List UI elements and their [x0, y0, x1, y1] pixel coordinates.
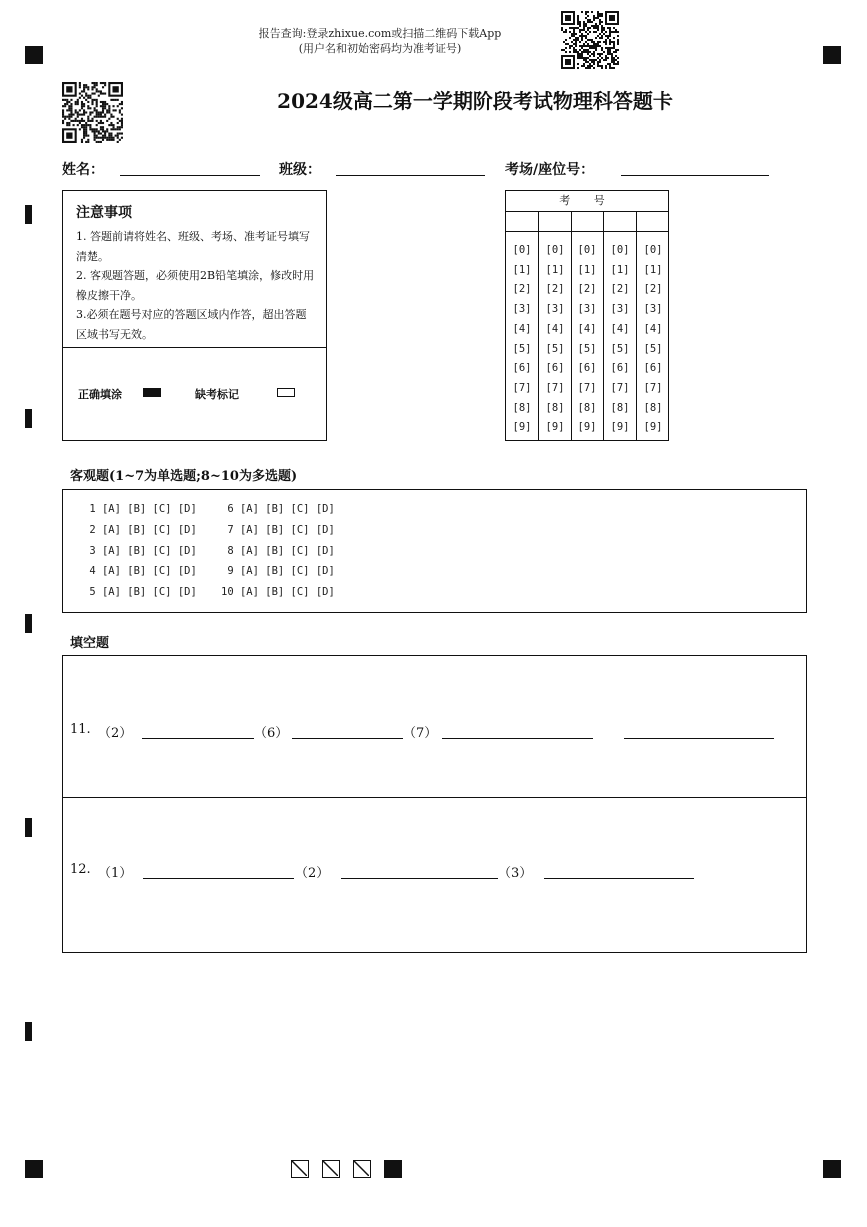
absent-mark-box[interactable] — [277, 388, 295, 397]
exam-digit-bubble[interactable]: [9] — [643, 421, 663, 434]
name-field[interactable] — [120, 175, 260, 176]
registration-square — [322, 1160, 340, 1178]
objective-question-5[interactable] — [83, 586, 197, 598]
question-divider — [63, 797, 806, 798]
class-field[interactable] — [336, 175, 485, 176]
notice-item: 1. 答题前请将姓名、班级、考场、准考证号填写清楚。 — [76, 230, 310, 263]
exam-digit-bubble[interactable]: [7] — [545, 381, 565, 394]
exam-number-write-row[interactable] — [506, 211, 668, 232]
exam-digit-bubble[interactable]: [3] — [512, 303, 532, 316]
exam-digit-column[interactable] — [604, 241, 636, 438]
corner-marker-bottom-left — [25, 1160, 43, 1178]
notice-item: 2. 客观题答题，必须使用2B铅笔填涂，修改时用橡皮擦干净。 — [76, 269, 315, 302]
registration-square — [291, 1160, 309, 1178]
objective-question-3[interactable] — [83, 545, 197, 557]
q12-part-label: （3） — [498, 866, 533, 881]
note-line-1: 报告查询:登录zhixue.com或扫描二维码下载App — [258, 27, 502, 40]
notice-items — [76, 227, 316, 344]
exam-digit-column[interactable] — [539, 241, 571, 438]
exam-digit-bubble[interactable]: [9] — [545, 421, 565, 434]
exam-digit-bubble[interactable]: [6] — [512, 362, 532, 375]
exam-digit-bubble[interactable]: [3] — [643, 303, 663, 316]
exam-number-grid — [505, 190, 669, 441]
page-title: 2024级高二第一学期阶段考试物理科答题卡 — [277, 89, 673, 113]
answer-options[interactable]: [A] [B] [C] [D] — [239, 503, 335, 515]
objective-question-4[interactable] — [83, 565, 197, 577]
question-number: 7 — [221, 523, 240, 536]
exam-digit-bubble[interactable]: [1] — [610, 263, 630, 276]
exam-digit-bubble[interactable]: [7] — [577, 381, 597, 394]
q11-answer-line[interactable] — [142, 738, 254, 739]
exam-digit-column[interactable] — [506, 241, 538, 438]
exam-digit-bubble[interactable]: [9] — [577, 421, 597, 434]
answer-options[interactable]: [A] [B] [C] [D] — [101, 586, 197, 599]
exam-digit-bubble[interactable]: [8] — [577, 401, 597, 414]
exam-digit-bubble[interactable]: [0] — [545, 244, 565, 256]
correct-fill-sample — [143, 388, 161, 397]
timing-mark — [25, 818, 32, 837]
absent-mark-label: 缺考标记 — [195, 388, 239, 401]
exam-digit-bubble[interactable]: [5] — [610, 342, 630, 355]
answer-options[interactable]: [A] [B] [C] [D] — [239, 565, 335, 578]
exam-digit-bubble[interactable]: [5] — [643, 342, 663, 355]
answer-options[interactable]: [A] [B] [C] [D] — [101, 544, 197, 557]
exam-digit-bubble[interactable]: [2] — [610, 283, 630, 296]
question-number: 3 — [83, 544, 102, 557]
exam-digit-column[interactable] — [637, 241, 669, 438]
exam-digit-bubble[interactable]: [4] — [512, 322, 532, 335]
question-number: 2 — [83, 523, 102, 536]
objective-question-8[interactable] — [221, 545, 335, 557]
fill-in-section-title: 填空题 — [70, 636, 110, 651]
q12-answer-line[interactable] — [143, 878, 294, 879]
exam-digit-bubble[interactable]: [9] — [512, 421, 532, 434]
timing-mark — [25, 205, 32, 224]
exam-digit-bubble[interactable]: [5] — [577, 342, 597, 355]
exam-digit-bubble[interactable]: [8] — [545, 401, 565, 414]
question-number: 5 — [83, 586, 102, 599]
notice-item: 3.必须在题号对应的答题区域内作答，超出答题区域书写无效。 — [76, 308, 307, 341]
correct-fill-label: 正确填涂 — [78, 388, 122, 401]
exam-digit-bubble[interactable]: [5] — [512, 342, 532, 355]
exam-digit-bubble[interactable]: [1] — [643, 263, 663, 276]
exam-digit-bubble[interactable]: [8] — [512, 401, 532, 414]
corner-marker-bottom-right — [823, 1160, 841, 1178]
objective-question-9[interactable] — [221, 565, 335, 577]
timing-mark — [25, 614, 32, 633]
exam-digit-bubble[interactable]: [0] — [577, 244, 597, 256]
name-label: 姓名： — [62, 162, 104, 178]
q11-answer-line[interactable] — [292, 738, 403, 739]
objective-section-title: 客观题(1~7为单选题;8~10为多选题) — [70, 469, 298, 484]
q12-number: 12. — [70, 862, 91, 877]
exam-digit-column[interactable] — [571, 241, 603, 438]
q11-part-label: （7） — [403, 726, 438, 741]
objective-answer-box — [62, 489, 807, 613]
objective-question-2[interactable] — [83, 524, 197, 536]
exam-digit-bubble[interactable]: [8] — [643, 401, 663, 414]
q12-part-label: （2） — [295, 866, 330, 881]
fill-in-answer-box — [62, 655, 807, 953]
exam-digit-bubble[interactable]: [8] — [610, 401, 630, 414]
q12-part-label: （1） — [98, 866, 133, 881]
exam-digit-bubble[interactable]: [2] — [643, 283, 663, 296]
exam-digit-bubble[interactable]: [6] — [610, 362, 630, 375]
question-number: 6 — [221, 503, 240, 515]
exam-digit-bubble[interactable]: [7] — [643, 381, 663, 394]
exam-digit-bubble[interactable]: [4] — [545, 322, 565, 335]
answer-options[interactable]: [A] [B] [C] [D] — [101, 565, 197, 578]
exam-digit-bubble[interactable]: [4] — [610, 322, 630, 335]
registration-square-filled — [384, 1160, 402, 1178]
exam-digit-bubble[interactable]: [1] — [545, 263, 565, 276]
note-line-2: (用户名和初始密码均为准考证号) — [298, 42, 462, 55]
question-number: 9 — [221, 565, 240, 578]
seat-label: 考场/座位号： — [505, 162, 595, 178]
question-number: 4 — [83, 565, 102, 578]
registration-square — [353, 1160, 371, 1178]
exam-digit-bubble[interactable]: [6] — [643, 362, 663, 375]
q11-part-label: （6） — [254, 726, 289, 741]
exam-digit-bubble[interactable]: [9] — [610, 421, 630, 434]
qr-code-icon — [561, 11, 619, 69]
q11-answer-line[interactable] — [442, 738, 593, 739]
corner-marker-top-right — [823, 46, 841, 64]
exam-digit-bubble[interactable]: [4] — [577, 322, 597, 335]
timing-mark — [25, 1022, 32, 1041]
exam-digit-bubble[interactable]: [7] — [512, 381, 532, 394]
notice-box — [62, 190, 327, 441]
exam-digit-bubble[interactable]: [3] — [545, 303, 565, 316]
objective-question-1[interactable] — [83, 503, 197, 515]
exam-digit-bubble[interactable]: [2] — [545, 283, 565, 296]
answer-options[interactable]: [A] [B] [C] [D] — [239, 523, 335, 536]
objective-question-6[interactable] — [221, 503, 335, 515]
exam-digit-bubble[interactable]: [7] — [610, 381, 630, 394]
question-number: 10 — [221, 586, 240, 599]
exam-digit-bubble[interactable]: [4] — [643, 322, 663, 335]
exam-digit-bubble[interactable]: [1] — [512, 263, 532, 276]
notice-divider — [63, 347, 326, 348]
qr-code-icon — [62, 82, 123, 143]
question-number: 8 — [221, 544, 240, 557]
q11-part-label: （2） — [98, 726, 133, 741]
q12-answer-line[interactable] — [341, 878, 498, 879]
q11-number: 11. — [70, 722, 91, 737]
objective-question-7[interactable] — [221, 524, 335, 536]
question-number: 1 — [83, 503, 102, 515]
exam-digit-bubble[interactable]: [0] — [643, 244, 663, 256]
q12-answer-line[interactable] — [544, 878, 694, 879]
exam-digit-bubble[interactable]: [3] — [577, 303, 597, 316]
exam-digit-bubble[interactable]: [5] — [545, 342, 565, 355]
exam-digit-bubble[interactable]: [0] — [610, 244, 630, 256]
seat-field[interactable] — [621, 175, 769, 176]
exam-number-header: 考 号 — [506, 191, 668, 212]
exam-digit-bubble[interactable]: [1] — [577, 263, 597, 276]
exam-digit-bubble[interactable]: [0] — [512, 244, 532, 256]
q11-answer-line[interactable] — [624, 738, 774, 739]
exam-digit-bubble[interactable]: [2] — [512, 283, 532, 296]
class-label: 班级： — [279, 162, 321, 178]
objective-question-10[interactable] — [221, 586, 335, 598]
answer-options[interactable]: [A] [B] [C] [D] — [101, 503, 197, 515]
notice-title: 注意事项 — [76, 205, 132, 221]
answer-options[interactable]: [A] [B] [C] [D] — [239, 586, 335, 599]
exam-digit-bubble[interactable]: [6] — [577, 362, 597, 375]
exam-digit-bubble[interactable]: [3] — [610, 303, 630, 316]
timing-mark — [25, 409, 32, 428]
exam-digit-bubble[interactable]: [2] — [577, 283, 597, 296]
report-query-note — [0, 26, 760, 56]
exam-digit-bubble[interactable]: [6] — [545, 362, 565, 375]
answer-options[interactable]: [A] [B] [C] [D] — [239, 544, 335, 557]
answer-options[interactable]: [A] [B] [C] [D] — [101, 523, 197, 536]
